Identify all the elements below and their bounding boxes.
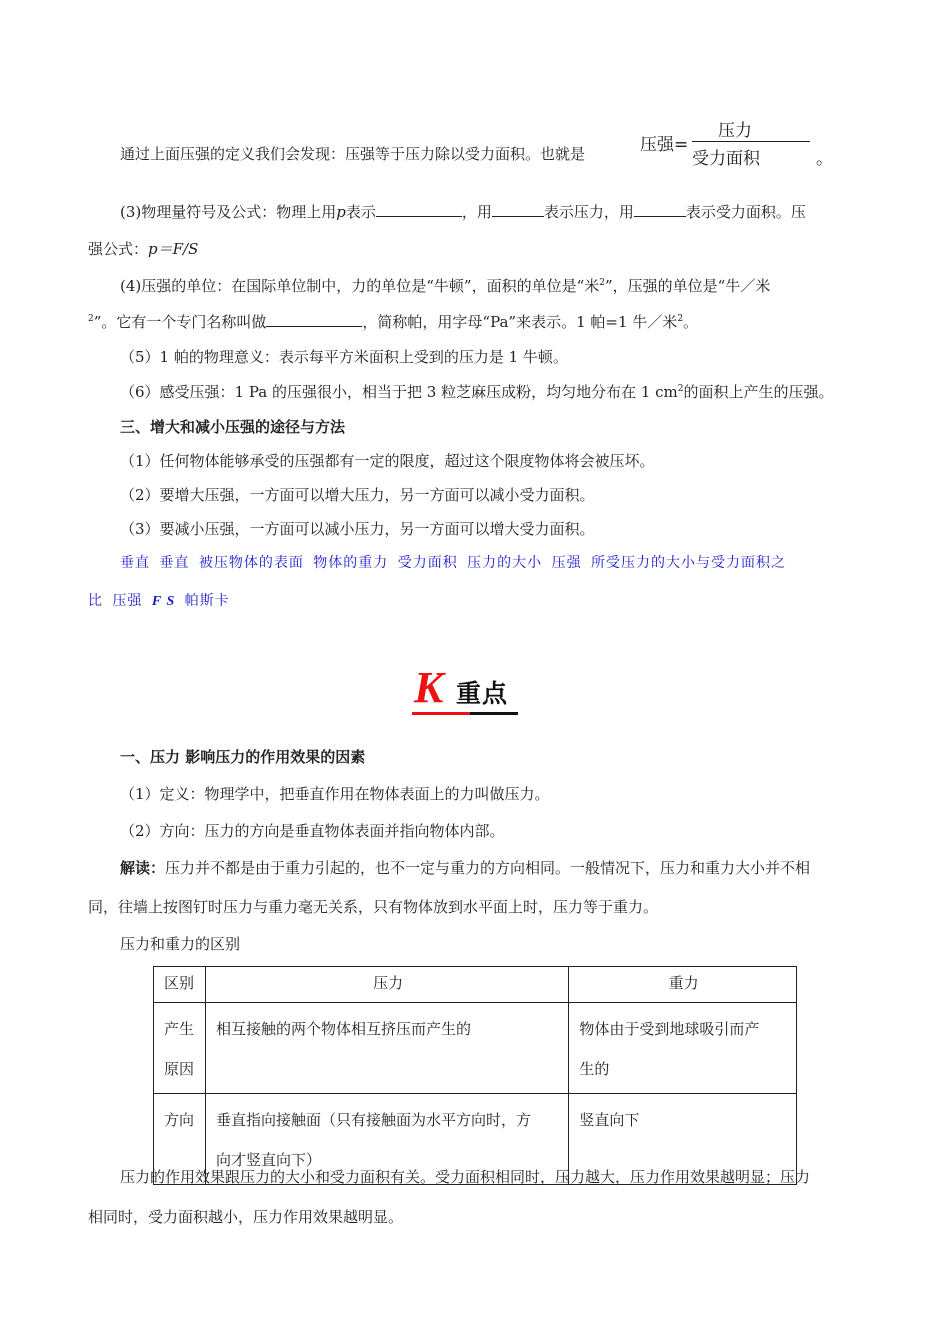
table-header-row [154,967,797,1003]
item-6-text-a: （6）感受压强：1 Pa 的压强很小，相当于把 3 粒芝麻压成粉，均匀地分布在 1 cm [120,383,678,401]
section-3-heading: 三、增大和减小压强的途径与方法 [120,418,346,436]
item-6 [120,382,864,402]
section-1-p2: （2）方向：压力的方向是垂直物体表面并指向物体内部。 [120,822,505,840]
item-3-line-1 [120,202,864,222]
section-3-p3: （3）要减小压强，一方面可以减小压力，另一方面可以增大受力面积。 [120,520,595,538]
item-3-symbol-p: p [336,203,346,221]
header-cell: 压力 [205,967,568,1003]
closing-line-1: 压力的作用效果跟压力的大小和受力面积有关。受力面积相同时，压力越大，压力作用效果越明显；压力 [120,1168,811,1186]
item-4-text-c: ”。它有一个专门名称叫做 [93,313,267,331]
banner-underline-black [470,712,518,715]
item-3-text-c: ，用 [461,203,492,221]
row-label-1: 产生 [164,1020,195,1038]
gravity-text-1: 物体由于受到地球吸引而产 [579,1020,760,1038]
item-4-sup-3: 2 [677,314,684,324]
item-4-text-e: 。 [683,313,699,331]
item-5: （5）1 帕的物理意义：表示每平方米面积上受到的压力是 1 牛顿。 [120,348,568,366]
item-4-text-b: ”，压强的单位是“牛／米 [605,277,771,295]
formula-denominator: 受力面积 [692,149,760,169]
row-label-1: 方向 [164,1111,195,1129]
item-4-text-a: (4)压强的单位：在国际单位制中，力的单位是“牛顿”，面积的单位是“米 [120,277,600,295]
answers-line-1: 垂直 垂直 被压物体的表面 物体的重力 受力面积 压力的大小 压强 所受压力的大小与受力面积之 [120,555,786,571]
item-3-text-a: (3)物理量符号及公式：物理上用 [120,203,337,221]
gravity-text-2: 生的 [579,1060,610,1078]
item-3-text-d: 表示压力，用 [543,203,634,221]
jiedu-line-2: 同，往墙上按图钉时压力与重力毫无关系，只有物体放到水平面上时，压力等于重力。 [88,898,659,916]
item-4-sup-1: 2 [599,278,605,288]
section-3-p1: （1）任何物体能够承受的压强都有一定的限度，超过这个限度物体将会被压坏。 [120,452,655,470]
answers-text-a: 比 压强 [88,593,152,609]
jiedu-text-1: 压力并不都是由于重力引起的，也不一定与重力的方向相同。一般情况下，压力和重力大小并不相 [165,859,811,877]
answers-symbols: F S [151,594,176,609]
jiedu-line-1 [120,858,864,878]
blank-pressure [492,202,544,217]
closing-line-2: 相同时，受力面积越小，压力作用效果越明显。 [88,1208,404,1226]
intro-text: 通过上面压强的定义我们会发现：压强等于压力除以受力面积。也就是 [120,145,586,163]
item-4-text-d: ，简称帕，用字母“Pa”来表示。1 帕=1 牛／米 [362,313,678,331]
item-3-line-2 [88,239,864,259]
section-1-p1: （1）定义：物理学中，把垂直作用在物体表面上的力叫做压力。 [120,785,550,803]
header-cell: 区别 [154,967,206,1003]
row-label-2: 原因 [164,1060,195,1078]
item-3-formula-label: 强公式： [88,240,149,258]
item-4-sup-2: 2 [88,314,94,324]
item-3-text-e: 表示受力面积。压 [685,203,806,221]
table-row [154,1003,797,1094]
blank-symbol [376,202,462,217]
fraction-bar [692,141,810,142]
item-4-line-2 [88,312,864,332]
banner-title: 重点 [456,679,509,708]
answers-text-b: 帕斯卡 [175,593,230,609]
table-caption: 压力和重力的区别 [120,935,241,953]
banner-underline-red [412,712,470,715]
blank-unit-name [266,312,362,327]
key-points-banner [410,662,520,718]
gravity-cell [569,1003,797,1094]
item-6-sup: 2 [677,384,684,394]
formula-numerator: 压力 [718,121,752,141]
section-1-heading: 一、压力 影响压力的作用效果的因素 [120,748,366,766]
pressure-text-2: 向才竖直向下） [215,1151,321,1169]
formula-tail: 。 [816,149,833,169]
header-cell: 重力 [569,967,797,1003]
answers-line-2 [88,591,864,612]
item-4-line-1 [120,276,864,296]
jiedu-label: 解读： [120,859,166,877]
item-3-text-b: 表示 [345,203,376,221]
item-6-text-b: 的面积上产生的压强。 [683,383,834,401]
gravity-text-1: 竖直向下 [579,1111,640,1129]
item-3-formula: p＝F/S [148,240,199,258]
row-label [154,1003,206,1094]
blank-area [634,202,686,217]
formula-lhs: 压强= [640,135,689,155]
pressure-text-1: 相互接触的两个物体相互挤压而产生的 [215,1020,471,1038]
pressure-cell [205,1003,568,1094]
section-3-p2: （2）要增大压强，一方面可以增大压力，另一方面可以减小受力面积。 [120,486,595,504]
pressure-text-1: 垂直指向接触面（只有接触面为水平方向时，方 [215,1111,531,1129]
comparison-table [153,966,797,1185]
banner-letter: K [414,663,444,712]
